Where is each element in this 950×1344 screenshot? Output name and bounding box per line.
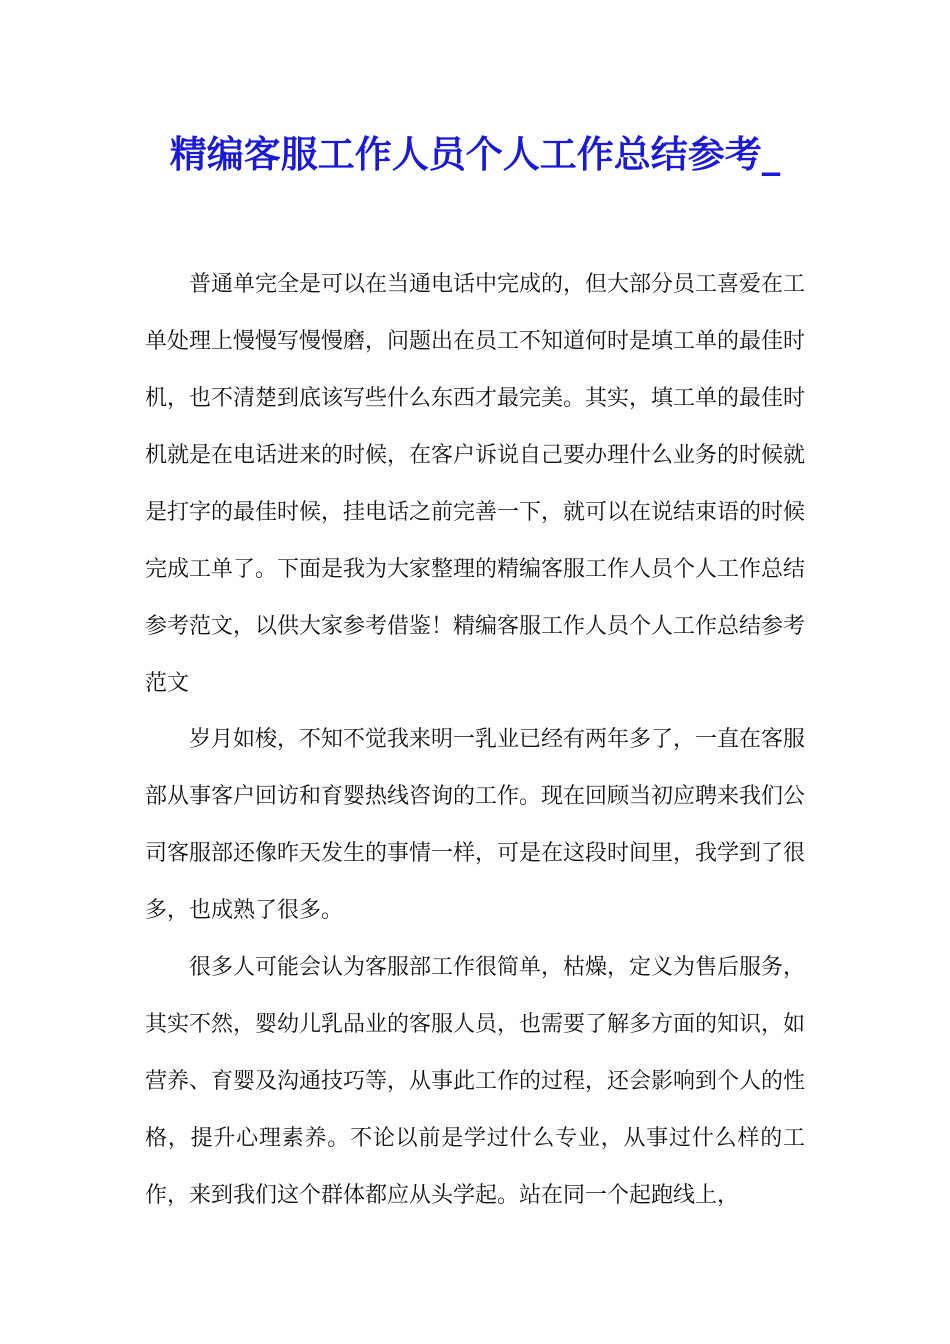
paragraph-1-block [145, 256, 805, 712]
document-title: 精编客服工作人员个人工作总结参考_ [169, 132, 781, 176]
paragraph-3: 很多人可能会认为客服部工作很简单，枯燥，定义为售后服务，其实不然，婴幼儿乳品业的客服人员，也需要了解多方面的知识，如营养、育婴及沟通技巧等，从事此工作的过程，还会影响到个人的性格，提升心理素养。不论以前是学过什么专业，从事过什么样的工作，来到我们这个群体都应从头学起。站在同一个起跑线上， [145, 955, 806, 1208]
paragraph-2-block [145, 711, 805, 939]
paragraph-2: 岁月如梭，不知不觉我来明一乳业已经有两年多了，一直在客服部从事客户回访和育婴热线咨询的工作。现在回顾当初应聘来我们公司客服部还像昨天发生的事情一样，可是在这段时间里，我学到了很多，也成熟了很多。 [145, 727, 806, 923]
paragraph-1: 普通单完全是可以在当通电话中完成的，但大部分员工喜爱在工单处理上慢慢写慢慢磨，问题出在员工不知道何时是填工单的最佳时机，也不清楚到底该写些什么东西才最完美。其实，填工单的最佳时机就是在电话进来的时候，在客户诉说自己要办理什么业务的时候就是打字的最佳时候，挂电话之前完善一下，就可以在说结束语的时候完成工单了。下面是我为大家整理的精编客服工作人员个人工作总结参考范文，以供大家参考借鉴！精编客服工作人员个人工作总结参考范文 [145, 272, 806, 696]
paragraph-3-block [145, 939, 805, 1224]
